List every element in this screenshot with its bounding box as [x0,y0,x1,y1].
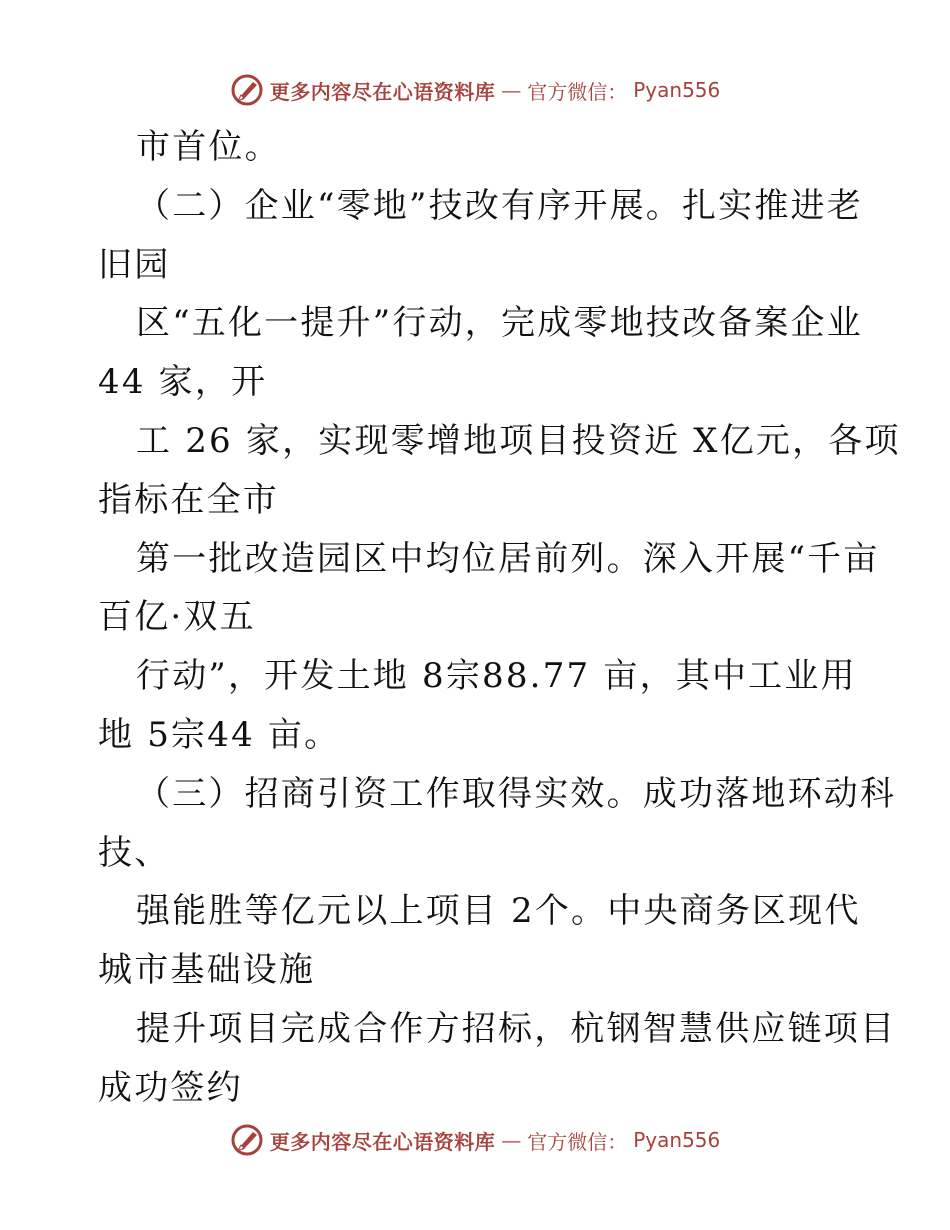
text-line: 地 5宗44 亩。 [98,714,341,755]
pen-logo-icon [230,73,264,107]
text-line: 提升项目完成合作方招标，杭钢智慧供应链项目 [136,1008,897,1049]
text-line: 工 26 家，实现零增地项目投资近 X亿元，各项 [136,420,901,461]
text-line: 44 家，开 [98,362,268,403]
watermark-brand [230,1123,721,1157]
watermark-separator: — [501,1128,522,1152]
watermark-separator: — [501,78,522,102]
text-line: 百亿·双五 [98,597,256,638]
watermark-wechat-id: Pyan556 [633,1128,721,1152]
text-line: 区“五化一提升”行动，完成零地技改备案企业 [136,303,863,344]
text-line: 指标在全市 [98,479,279,520]
watermark-brand [230,73,721,107]
text-line: （三）招商引资工作取得实效。成功落地环动科 [136,773,897,814]
pen-logo-icon [230,1123,264,1157]
watermark-title: 更多内容尽在心语资料库 [269,1129,496,1154]
text-line: 市首位。 [136,127,281,167]
text-line: 行动”，开发土地 8宗88.77 亩，其中工业用 [136,656,857,697]
text-line: 第一批改造园区中均位居前列。深入开展“千亩 [136,538,880,579]
page-header-watermark [0,70,950,110]
text-line: 技、 [98,832,171,873]
watermark-wechat-label: 官方微信： [527,1129,628,1154]
text-line: 强能胜等亿元以上项目 2个。中央商务区现代 [136,891,861,932]
watermark-title: 更多内容尽在心语资料库 [269,79,496,104]
watermark-wechat-label: 官方微信： [527,79,628,104]
text-line: 城市基础设施 [98,950,316,991]
page-footer-watermark [0,1120,950,1160]
watermark-wechat-id: Pyan556 [633,78,721,102]
text-line: 旧园 [98,244,171,285]
text-line: 成功签约 [98,1067,243,1108]
text-line: （二）企业“零地”技改有序开展。扎实推进老 [136,185,863,226]
document-body [98,118,901,1118]
